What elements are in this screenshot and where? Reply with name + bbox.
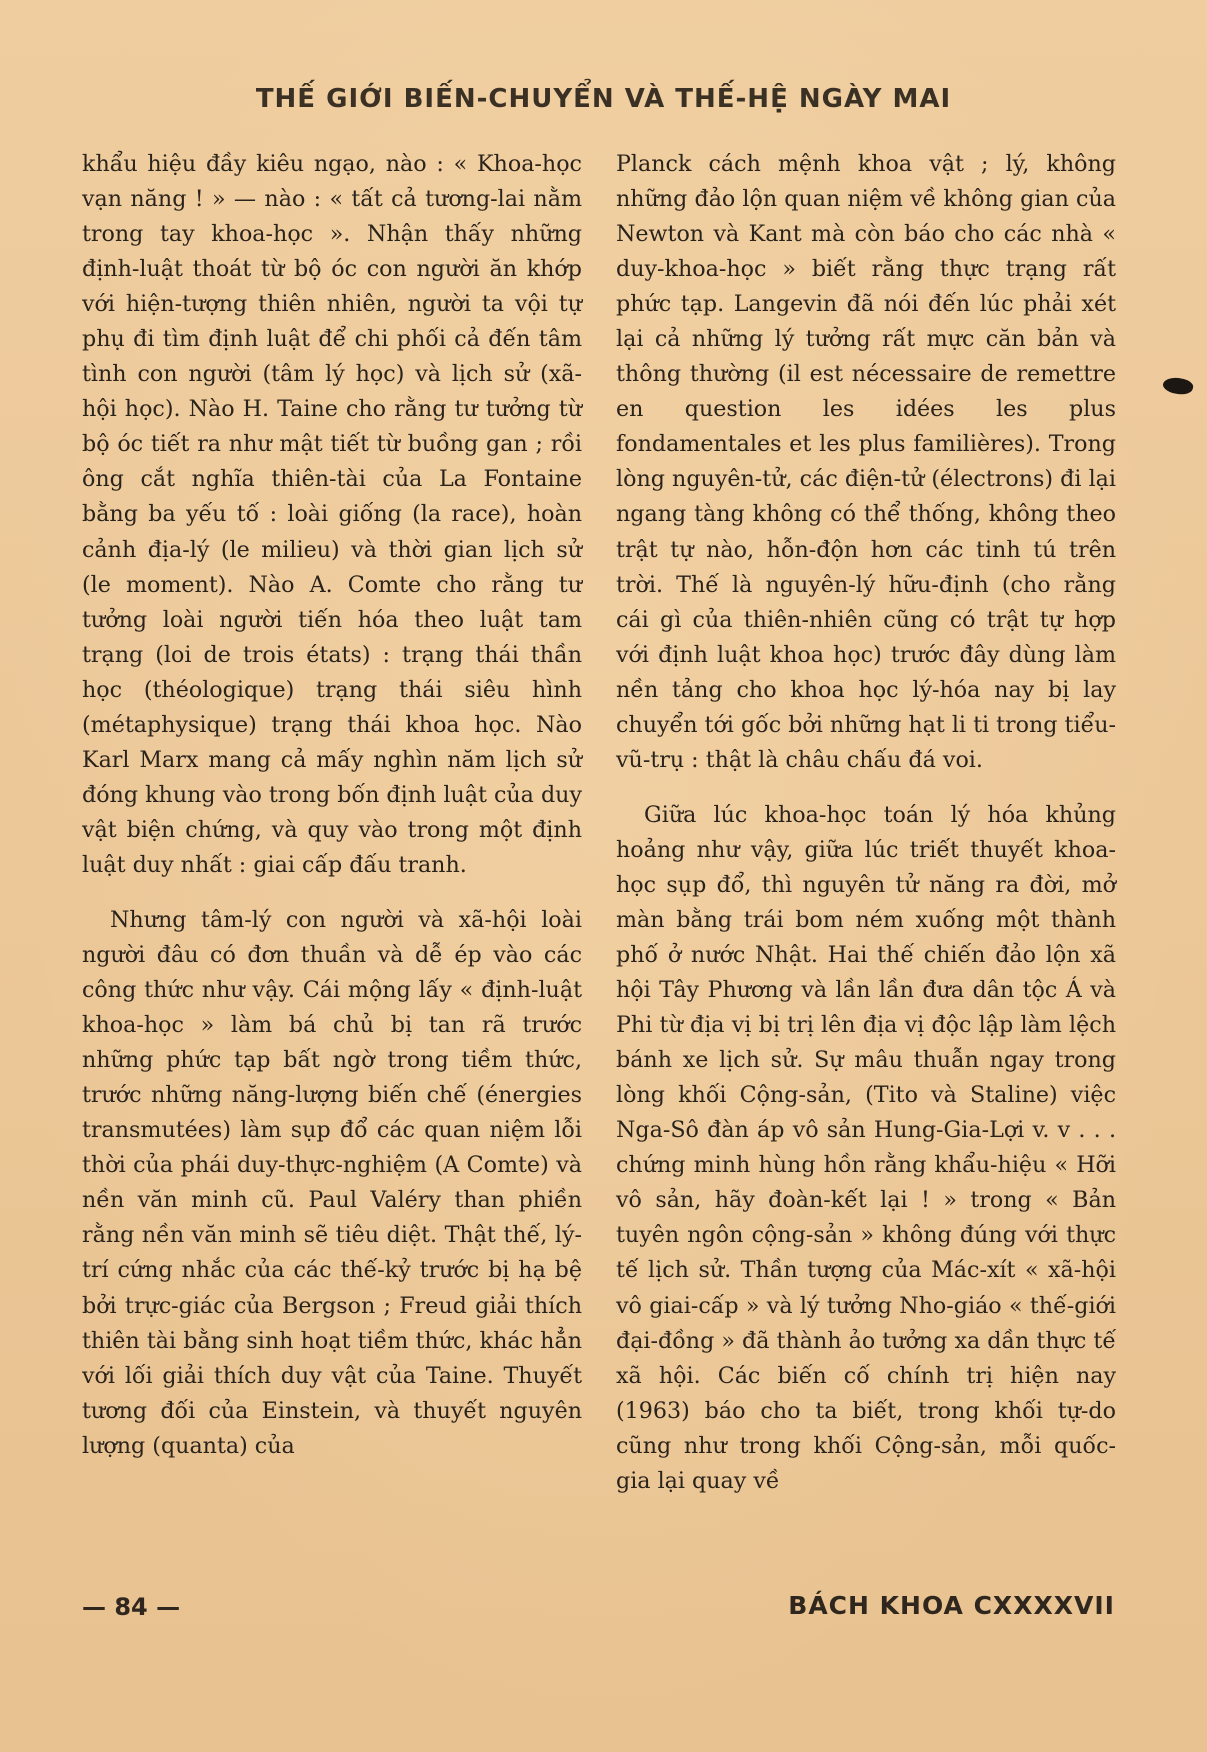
right-paragraph-2: Giữa lúc khoa-học toán lý hóa khủng hoảng như vậy, giữa lúc triết thuyết khoa-học sụp đổ, thì nguyên tử năng ra đời, mở màn bằng trái bom ném xuống một thành phố ở nước Nhật. Hai thế chiến đảo lộn xã hội Tây Phương và lần lần đưa dân tộc Á và Phi từ địa vị bị trị lên địa vị độc lập làm lệch bánh xe lịch sử. Sự mâu thuẫn ngay trong lòng khối Cộng-sản, (Tito và Staline) việc Nga-Sô đàn áp vô sản Hung-Gia-Lợi v. v . . . chứng minh hùng hồn rằng khẩu-hiệu « Hỡi vô sản, hãy đoàn-kết lại ! » trong « Bản tuyên ngôn cộng-sản » không đúng với thực tế lịch sử. Thần tượng của Mác-xít « xã-hội vô giai-cấp » và lý tưởng Nho-giáo « thế-giới đại-đồng » đã thành ảo tưởng xa dần thực tế xã hội. Các biến cố chính trị hiện nay (1963) báo cho ta biết, trong khối tự-do cũng như trong khối Cộng-sản, mỗi quốc-gia lại quay về — [616, 801, 1116, 1494]
left-column — [82, 147, 582, 1567]
running-header: THẾ GIỚI BIẾN-CHUYỂN VÀ THẾ-HỆ NGÀY MAI — [255, 84, 952, 114]
right-paragraph-1: Planck cách mệnh khoa vật ; lý, không những đảo lộn quan niệm về không gian của Newton và Kant mà còn báo cho các nhà « duy-khoa-học » biết rằng thực trạng rất phức tạp. Langevin đã nói đến lúc phải xét lại cả những lý tưởng rất mực căn bản và thông thường (il est nécessaire de remettre en question les idées les plus fondamentales et les plus familières). Trong lòng nguyên-tử, các điện-tử (électrons) đi lại ngang tàng không có thể thống, không theo trật tự nào, hỗn-độn hơn các tinh tú trên trời. Thế là nguyên-lý hữu-định (cho rằng cái gì của thiên-nhiên cũng có trật tự hợp với định luật khoa học) trước đây dùng làm nền tảng cho khoa học lý-hóa nay bị lay chuyển tới gốc bởi những hạt li ti trong tiểu-vũ-trụ : thật là châu chấu đá voi. — [616, 151, 1117, 773]
page-number: — 84 — — [82, 1593, 181, 1621]
journal-name: BÁCH KHOA CXXXXVII — [788, 1591, 1115, 1620]
left-paragraph-1: khẩu hiệu đầy kiêu ngạo, nào : « Khoa-học vạn năng ! » — nào : « tất cả tương-lai nằm trong tay khoa-học ». Nhận thấy những định-luật thoát từ bộ óc con người ăn khớp với hiện-tượng thiên nhiên, người ta vội tự phụ đi tìm định luật để chi phối cả đến tâm tình con người (tâm lý học) và lịch sử (xã-hội học). Nào H. Taine cho rằng tư tưởng từ bộ óc tiết ra như mật tiết từ buồng gan ; rồi ông cắt nghĩa thiên-tài của La Fontaine bằng ba yếu tố : loài giống (la race), hoàn cảnh địa-lý (le milieu) và thời gian lịch sử (le moment). Nào A. Comte cho rằng tư tưởng loài người tiến hóa theo luật tam trạng (loi de trois états) : trạng thái thần học (théologique) trạng thái siêu hình (métaphysique) trạng thái khoa học. Nào Karl Marx mang cả mấy nghìn năm lịch sử đóng khung vào trong bốn định luật của duy vật biện chứng, và quy vào trong một định luật duy nhất : giai cấp đấu tranh. — [82, 151, 582, 878]
ink-blot-mark — [1162, 375, 1195, 397]
right-column — [616, 147, 1116, 1567]
left-paragraph-2: Nhưng tâm-lý con người và xã-hội loài người đâu có đơn thuần và dễ ép vào các công thức như vậy. Cái mộng lấy « định-luật khoa-học » làm bá chủ bị tan rã trước những phức tạp bất ngờ trong tiềm thức, trước những năng-lượng biến chế (énergies transmutées) làm sụp đổ các quan niệm lỗi thời của phái duy-thực-nghiệm (A Comte) và nền văn minh cũ. Paul Valéry than phiền rằng nền văn minh sẽ tiêu diệt. Thật thế, lý-trí cứng nhắc của các thế-kỷ trước bị hạ bệ bởi trực-giác của Bergson ; Freud giải thích thiên tài bằng sinh hoạt tiềm thức, khác hẳn với lối giải thích duy vật của Taine. Thuyết tương đối của Einstein, và thuyết nguyên lượng (quanta) của — [82, 906, 582, 1459]
